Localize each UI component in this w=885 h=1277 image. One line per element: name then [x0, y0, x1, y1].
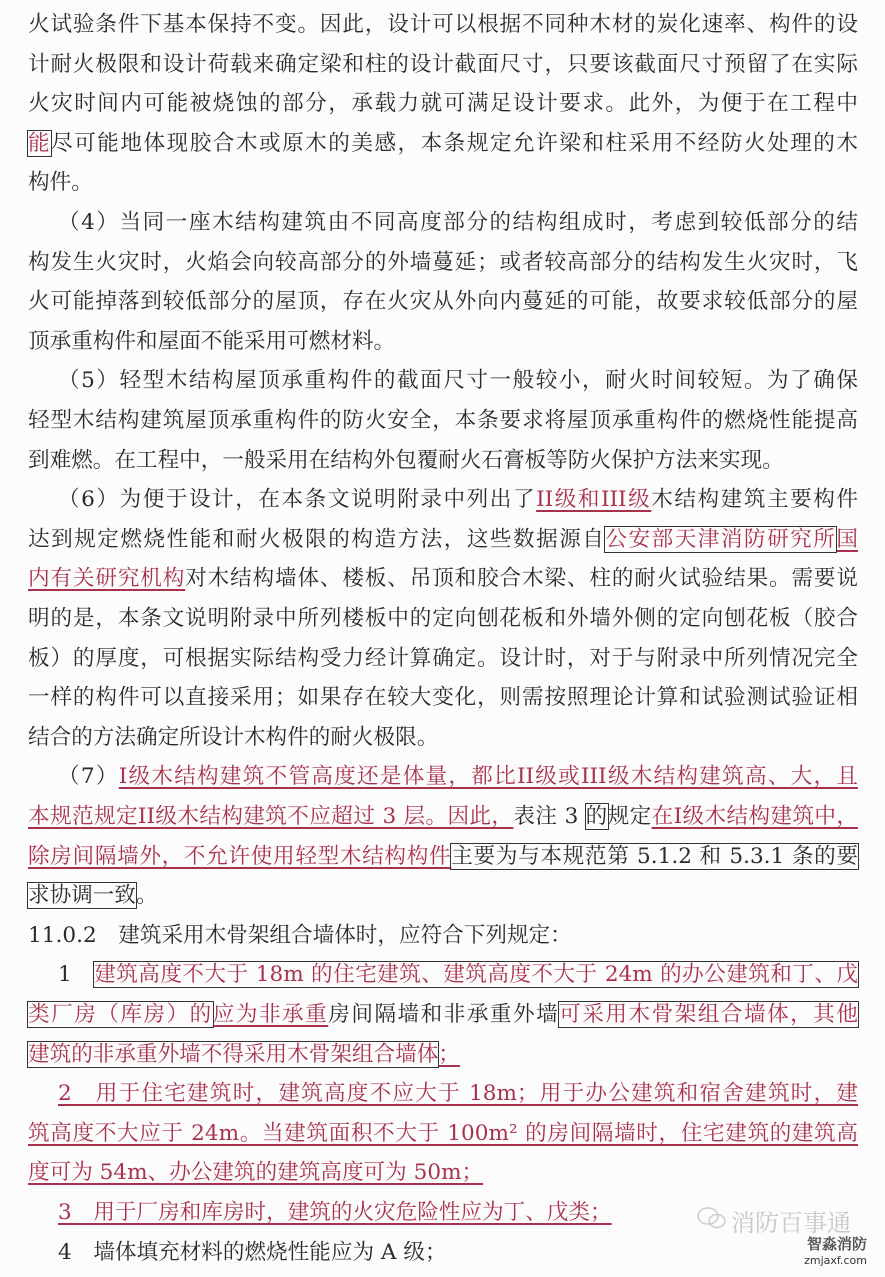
text-line	[28, 282, 858, 322]
text-segment: 构发生火灾时，火焰会向较高部分的外墙蔓延；或者较高部分的结构发生火灾时，飞	[28, 249, 858, 275]
text-line	[28, 678, 858, 718]
text-line	[28, 520, 858, 560]
highlighted-text: 度可为 54m、办公建筑的建筑高度可为 50m；	[28, 1160, 484, 1186]
text-line	[28, 84, 858, 124]
text-segment: （4）当同一座木结构建筑由不同高度部分的结构组成时，考虑到较低部分的结	[58, 210, 858, 235]
text-line	[28, 718, 858, 758]
text-segment: 对木结构墙体、楼板、吊顶和胶合木梁、柱的耐火试验结果。需要说	[185, 566, 858, 592]
text-segment: 11.0.2 建筑采用木骨架组合墙体时，应符合下列规定：	[28, 922, 572, 948]
text-line	[28, 1153, 858, 1193]
highlighted-text: 应为非承重	[212, 1002, 329, 1027]
text-line	[28, 124, 858, 164]
text-line	[28, 401, 858, 441]
wechat-icon	[697, 1206, 727, 1236]
highlighted-text: II级和III级	[536, 487, 652, 513]
text-line	[28, 876, 858, 916]
text-line	[28, 243, 858, 283]
text-line	[28, 322, 858, 362]
highlighted-text: 2 用于住宅建筑时，建筑高度不应大于 18m；用于办公建筑和宿舍建筑时，建	[58, 1081, 858, 1107]
site-logo: 智淼消防 zmjaxf.com	[804, 1235, 867, 1267]
text-segment: （5）轻型木结构屋顶承重构件的截面尺寸一般较小，耐火时间较短。为了确保	[58, 368, 858, 394]
text-segment: 轻型木结构建筑屋顶承重构件的防火安全，本条要求将屋顶承重构件的燃烧性能提高	[28, 408, 858, 433]
boxed-annotation: 公安部天津消防研究所	[605, 526, 837, 552]
text-line	[28, 559, 858, 599]
text-segment: 顶承重构件和屋面不能采用可燃材料。	[28, 328, 396, 354]
text-segment: 4 墙体填充材料的燃烧性能应为 A 级；	[58, 1239, 447, 1265]
text-segment: 。	[135, 883, 158, 909]
text-line	[28, 163, 858, 203]
text-segment: 火灾时间内可能被烧蚀的部分，承载力就可满足设计要求。此外，为便于在工程中	[28, 91, 858, 117]
text-segment: 木结构建筑主要构件	[651, 487, 858, 513]
text-line	[28, 837, 858, 877]
text-line	[58, 361, 858, 401]
text-line	[28, 639, 858, 679]
highlighted-text: ；	[438, 1041, 460, 1067]
boxed-annotation: 可采用木骨架组合墙体，其他	[559, 1002, 858, 1027]
text-segment: 构件。	[28, 170, 93, 196]
highlighted-text: 内有关研究机构	[28, 566, 186, 592]
text-segment: 尽可能地体现胶合木或原木的美感，本条规定允许梁和柱采用不经防火处理的木	[51, 130, 858, 156]
text-line	[28, 5, 858, 45]
text-line	[58, 1074, 858, 1114]
highlighted-text: 本规范规定II级木结构建筑不应超过 3 层。因此，	[28, 804, 514, 829]
text-segment: 结合的方法确定所设计木构件的耐火极限。	[28, 724, 439, 750]
text-segment: 表注 3	[513, 804, 586, 829]
text-line	[28, 599, 858, 639]
boxed-annotation: 建筑的非承重外墙不得采用木骨架组合墙体	[28, 1041, 439, 1067]
watermark	[697, 1203, 867, 1273]
text-line	[28, 916, 858, 956]
text-line	[28, 1114, 858, 1154]
watermark-account: 消防百事通	[731, 1209, 851, 1237]
text-segment: 达到规定燃烧性能和耐火极限的构造方法，这些数据源自	[28, 526, 606, 552]
boxed-annotation: 类厂房（库房）的	[28, 1002, 213, 1027]
text-segment: 到难燃。在工程中，一般采用在结构外包覆耐火石膏板等防火保护方法来实现。	[28, 447, 784, 473]
highlighted-text: 除房间隔墙外，不允许使用轻型木结构构件	[28, 843, 452, 869]
text-segment: （7）	[58, 764, 119, 790]
text-segment: （6）为便于设计，在本条文说明附录中列出了	[58, 487, 537, 513]
text-line	[28, 797, 858, 837]
text-line	[28, 1035, 858, 1075]
text-line	[28, 995, 858, 1035]
text-line	[58, 757, 858, 797]
text-segment: 火试验条件下基本保持不变。因此，设计可以根据不同种木材的炭化速率、构件的设	[28, 12, 858, 37]
highlighted-text: 筑高度不大应于 24m。当建筑面积不大于 100m² 的房间隔墙时，住宅建筑的建筑高	[28, 1120, 858, 1146]
highlighted-text: 在I级木结构建筑中，	[651, 804, 859, 829]
text-segment: 房间隔墙和非承重外墙	[328, 1002, 560, 1027]
text-line	[58, 955, 858, 995]
text-segment: 规定	[607, 804, 652, 829]
text-line	[28, 45, 858, 85]
text-segment: 火可能掉落到较低部分的屋顶，存在火灾从外向内蔓延的可能，故要求较低部分的屋	[28, 289, 858, 315]
text-segment: 一样的构件可以直接采用；如果存在较大变化，则需按照理论计算和试验测试验证相	[28, 685, 858, 711]
text-segment: 板）的厚度，可根据实际结构受力经计算确定。设计时，对于与附录中所列情况完全	[28, 645, 858, 671]
highlighted-text: 3 用于厂房和库房时，建筑的火灾危险性应为丁、戊类；	[58, 1200, 612, 1225]
text-segment: 1	[58, 962, 95, 988]
text-line	[58, 203, 858, 243]
boxed-annotation: 的	[585, 804, 608, 829]
text-segment: 计耐火极限和设计荷载来确定梁和柱的设计截面尺寸，只要该截面尺寸预留了在实际	[28, 51, 858, 77]
boxed-annotation: 能	[28, 130, 52, 156]
boxed-annotation: 建筑高度不大于 18m 的住宅建筑、建筑高度不大于 24m 的办公建筑和丁、戊	[94, 962, 858, 988]
highlighted-text: 国	[836, 526, 858, 552]
text-segment: 明的是，本条文说明附录中所列楼板中的定向刨花板和外墙外侧的定向刨花板（胶合	[28, 606, 858, 631]
text-line	[28, 441, 858, 481]
text-line	[58, 480, 858, 520]
highlighted-text: I级木结构建筑不管高度还是体量，都比II级或III级木结构建筑高、大，且	[118, 764, 858, 790]
boxed-annotation: 求协调一致	[28, 883, 136, 909]
boxed-annotation: 主要为与本规范第 5.1.2 和 5.3.1 条的要	[451, 843, 858, 869]
